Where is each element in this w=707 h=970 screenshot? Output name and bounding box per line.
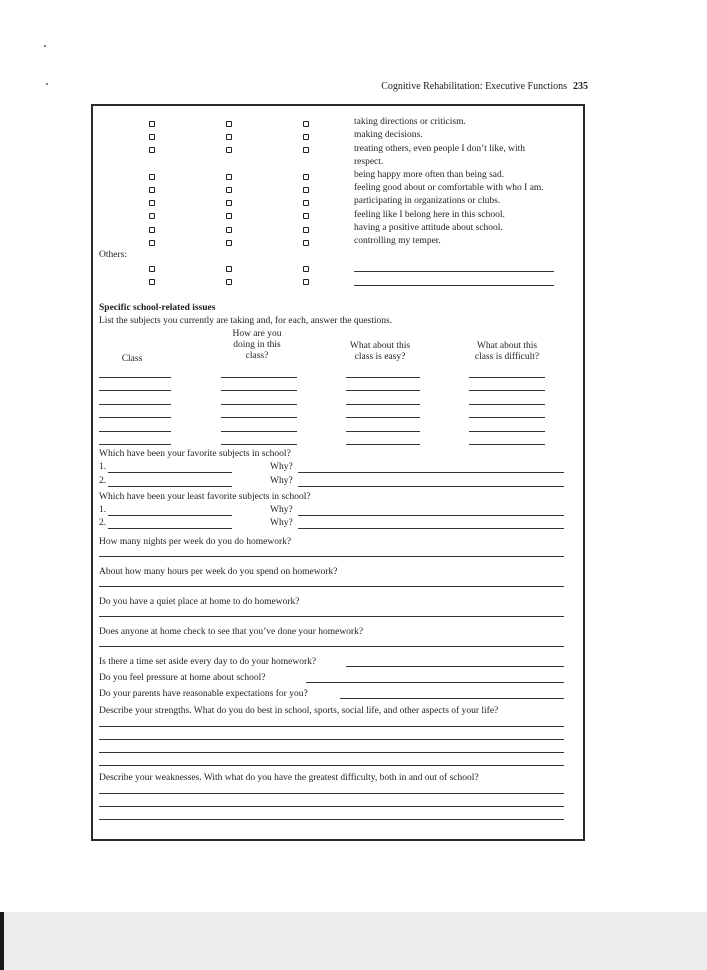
checkbox[interactable] — [149, 187, 155, 193]
table-answer-line[interactable] — [346, 377, 420, 378]
table-answer-line[interactable] — [221, 417, 297, 418]
checkbox[interactable] — [303, 134, 309, 140]
answer-line[interactable] — [99, 726, 564, 727]
table-answer-line[interactable] — [346, 444, 420, 445]
answer-line[interactable] — [99, 616, 564, 617]
question-time-set-aside: Is there a time set aside every day to do your homework? — [99, 657, 317, 667]
why-answer-line[interactable] — [298, 486, 564, 487]
checkbox[interactable] — [303, 147, 309, 153]
checkbox[interactable] — [303, 279, 309, 285]
scan-speck — [44, 45, 46, 47]
table-answer-line[interactable] — [221, 444, 297, 445]
table-answer-line[interactable] — [346, 417, 420, 418]
why-answer-line[interactable] — [298, 472, 564, 473]
answer-line[interactable] — [99, 765, 564, 766]
answer-line[interactable] — [306, 682, 564, 683]
col-header-difficult: What about this class is difficult? — [474, 341, 540, 362]
answer-line[interactable] — [346, 666, 564, 667]
table-answer-line[interactable] — [99, 417, 171, 418]
checkbox[interactable] — [303, 121, 309, 127]
checkbox[interactable] — [149, 227, 155, 233]
checkbox[interactable] — [303, 174, 309, 180]
checklist-item: having a positive attitude about school. — [354, 223, 503, 233]
table-answer-line[interactable] — [469, 390, 545, 391]
answer-line[interactable] — [99, 806, 564, 807]
table-answer-line[interactable] — [469, 377, 545, 378]
checklist-item: being happy more often than being sad. — [354, 170, 505, 180]
favorite-number: 1. — [99, 462, 107, 472]
least-number: 2. — [99, 518, 107, 528]
col-header-doing: How are you doing in this class? — [232, 329, 282, 361]
favorite-subject-line[interactable] — [108, 486, 232, 487]
table-answer-line[interactable] — [346, 390, 420, 391]
scan-edge-mark — [0, 912, 4, 970]
answer-line[interactable] — [340, 698, 564, 699]
least-number: 1. — [99, 505, 107, 515]
others-label: Others: — [99, 250, 127, 260]
checkbox[interactable] — [226, 266, 232, 272]
checkbox[interactable] — [226, 240, 232, 246]
section-instructions: List the subjects you currently are taking and, for each, answer the questions. — [99, 316, 393, 326]
checkbox[interactable] — [149, 147, 155, 153]
scan-speck — [46, 83, 48, 85]
checkbox[interactable] — [226, 174, 232, 180]
checklist-item: controlling my temper. — [354, 236, 441, 246]
checkbox[interactable] — [303, 200, 309, 206]
section-heading: Specific school-related issues — [99, 303, 216, 313]
table-answer-line[interactable] — [221, 431, 297, 432]
favorite-subject-line[interactable] — [108, 472, 232, 473]
favorite-number: 2. — [99, 476, 107, 486]
table-answer-line[interactable] — [346, 404, 420, 405]
table-answer-line[interactable] — [99, 404, 171, 405]
question-expectations: Do your parents have reasonable expectations for you? — [99, 689, 308, 699]
checklist-item: making decisions. — [354, 130, 423, 140]
checkbox[interactable] — [149, 200, 155, 206]
checkbox[interactable] — [303, 213, 309, 219]
answer-line[interactable] — [99, 739, 564, 740]
checklist-item: feeling like I belong here in this school. — [354, 210, 505, 220]
answer-line[interactable] — [99, 752, 564, 753]
why-label: Why? — [270, 476, 293, 486]
table-answer-line[interactable] — [221, 377, 297, 378]
page-number: 235 — [573, 81, 588, 92]
checkbox[interactable] — [303, 227, 309, 233]
checklist-item: feeling good about or comfortable with who I am. — [354, 183, 544, 193]
why-label: Why? — [270, 505, 293, 515]
least-favorites-question: Which have been your least favorite subjects in school? — [99, 492, 311, 502]
answer-line[interactable] — [99, 793, 564, 794]
answer-line[interactable] — [99, 586, 564, 587]
table-answer-line[interactable] — [99, 444, 171, 445]
checkbox[interactable] — [226, 121, 232, 127]
running-header — [368, 81, 588, 92]
checklist-item: taking directions or criticism. — [354, 117, 466, 127]
checklist-item-continued: respect. — [354, 157, 384, 167]
checkbox[interactable] — [226, 279, 232, 285]
why-label: Why? — [270, 462, 293, 472]
question-strengths: Describe your strengths. What do you do best in school, sports, social life, and other aspects of your life? — [99, 706, 499, 716]
checkbox[interactable] — [303, 240, 309, 246]
checkbox[interactable] — [149, 174, 155, 180]
why-label: Why? — [270, 518, 293, 528]
checklist-item: participating in organizations or clubs. — [354, 196, 501, 206]
checkbox[interactable] — [149, 121, 155, 127]
table-answer-line[interactable] — [99, 377, 171, 378]
table-answer-line[interactable] — [99, 390, 171, 391]
question-check: Does anyone at home check to see that you’ve done your homework? — [99, 627, 364, 637]
header-title: Cognitive Rehabilitation: Executive Functions — [381, 81, 567, 92]
why-answer-line[interactable] — [298, 528, 564, 529]
answer-line[interactable] — [99, 646, 564, 647]
checkbox[interactable] — [149, 266, 155, 272]
checkbox[interactable] — [303, 266, 309, 272]
checklist-item: treating others, even people I don’t like, with — [354, 144, 526, 154]
question-pressure: Do you feel pressure at home about school? — [99, 673, 266, 683]
why-answer-line[interactable] — [298, 515, 564, 516]
least-subject-line[interactable] — [108, 528, 232, 529]
table-answer-line[interactable] — [469, 444, 545, 445]
checkbox[interactable] — [226, 200, 232, 206]
col-header-easy: What about this class is easy? — [349, 341, 411, 362]
scan-background-strip — [0, 912, 707, 970]
question-hours: About how many hours per week do you spend on homework? — [99, 567, 338, 577]
checkbox[interactable] — [303, 187, 309, 193]
others-answer-line[interactable] — [354, 285, 554, 286]
checkbox[interactable] — [226, 134, 232, 140]
checkbox[interactable] — [149, 213, 155, 219]
checkbox[interactable] — [226, 187, 232, 193]
table-answer-line[interactable] — [346, 431, 420, 432]
checkbox[interactable] — [226, 147, 232, 153]
question-nights: How many nights per week do you do homework? — [99, 537, 292, 547]
table-answer-line[interactable] — [469, 417, 545, 418]
checkbox[interactable] — [226, 213, 232, 219]
table-answer-line[interactable] — [469, 431, 545, 432]
checkbox[interactable] — [226, 227, 232, 233]
question-weaknesses: Describe your weaknesses. With what do you have the greatest difficulty, both in and out of school? — [99, 773, 479, 783]
table-answer-line[interactable] — [99, 431, 171, 432]
favorites-question: Which have been your favorite subjects in school? — [99, 449, 291, 459]
answer-line[interactable] — [99, 556, 564, 557]
question-quiet-place: Do you have a quiet place at home to do homework? — [99, 597, 300, 607]
checkbox[interactable] — [149, 134, 155, 140]
others-answer-line[interactable] — [354, 271, 554, 272]
col-header-class: Class — [121, 354, 143, 364]
checkbox[interactable] — [149, 240, 155, 246]
least-subject-line[interactable] — [108, 515, 232, 516]
checkbox[interactable] — [149, 279, 155, 285]
table-answer-line[interactable] — [469, 404, 545, 405]
table-answer-line[interactable] — [221, 390, 297, 391]
answer-line[interactable] — [99, 819, 564, 820]
table-answer-line[interactable] — [221, 404, 297, 405]
